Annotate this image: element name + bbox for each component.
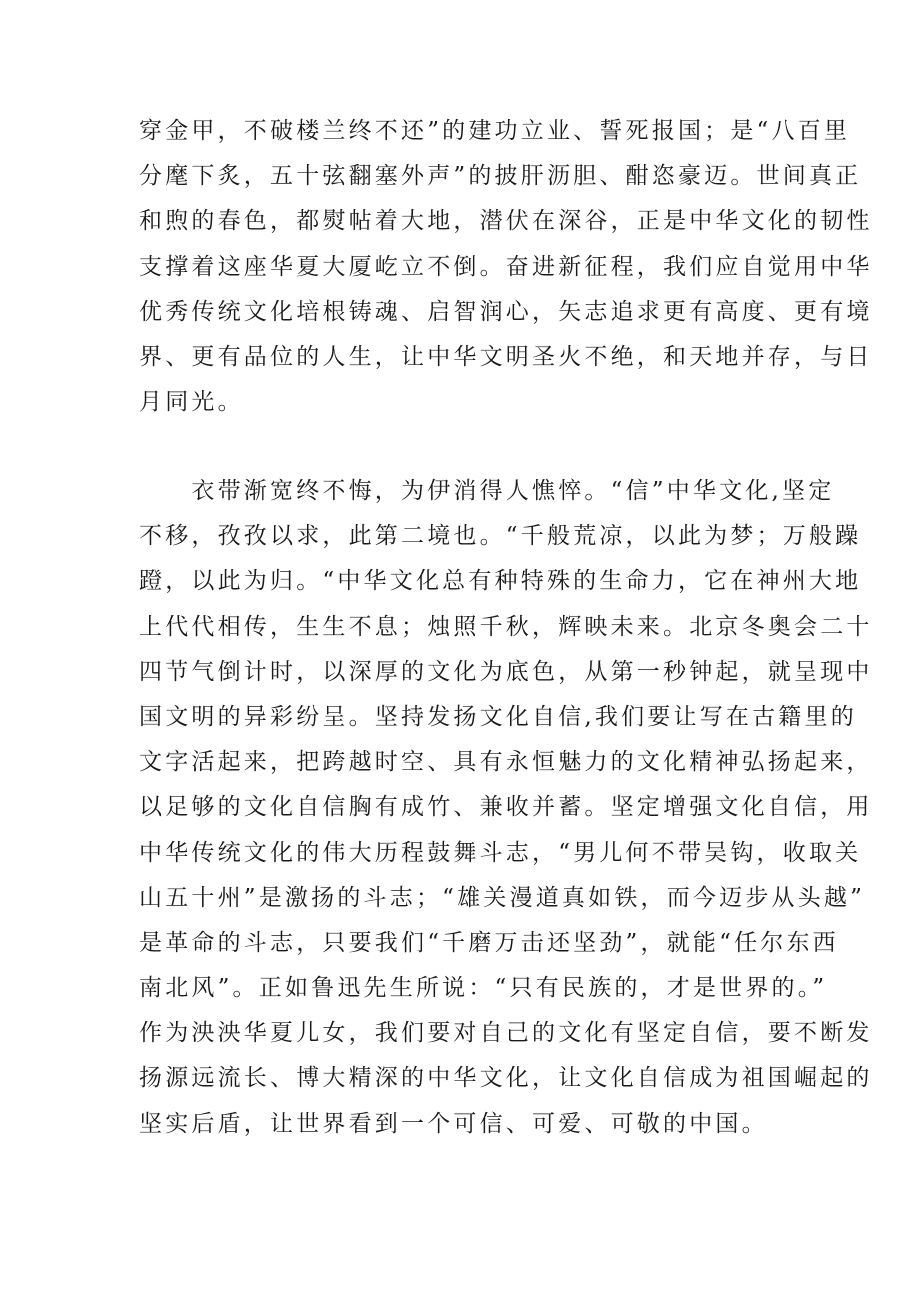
paragraph-second-realm bbox=[139, 469, 873, 1147]
text-line: 坚实后盾，让世界看到一个可信、可爱、可敬的中国。 bbox=[139, 1110, 768, 1137]
text-line: 穿金甲，不破楼兰终不还”的建功立业、誓死报国；是“八百里 bbox=[139, 118, 851, 144]
text-line: 优秀传统文化培根铸魂、启智润心，矢志追求更有高度、更有境 bbox=[139, 298, 873, 325]
text-line: 蹬，以此为归。“中华文化总有种特殊的生命力，它在神州大地 bbox=[139, 568, 862, 595]
text-line: 南北风”。正如鲁迅先生所说：“只有民族的，才是世界的。” bbox=[139, 975, 828, 1002]
text-line: 分麾下炙，五十弦翻塞外声”的披肝沥胆、酣恣豪迈。世间真正 bbox=[139, 163, 862, 190]
text-line: 衣带渐宽终不悔，为伊消得人憔悴。“信”中华文化,坚定 bbox=[139, 478, 835, 504]
text-line: 文字活起来，把跨越时空、具有永恒魅力的文化精神弘扬起来， bbox=[139, 749, 873, 776]
text-line: 界、更有品位的人生，让中华文明圣火不绝，和天地并存，与日 bbox=[139, 343, 873, 370]
text-line: 山五十州”是激扬的斗志；“雄关漫道真如铁，而今迈步从头越” bbox=[139, 884, 866, 911]
text-line: 和煦的春色，都熨帖着大地，潜伏在深谷，正是中华文化的韧性 bbox=[139, 208, 873, 235]
text-line: 以足够的文化自信胸有成竹、兼收并蓄。坚定增强文化自信，用 bbox=[139, 794, 873, 821]
text-line: 中华传统文化的伟大历程鼓舞斗志，“男儿何不带吴钩，收取关 bbox=[139, 839, 862, 866]
text-line: 支撑着这座华夏大厦屹立不倒。奋进新征程，我们应自觉用中华 bbox=[139, 253, 873, 280]
text-line: 扬源远流长、博大精深的中华文化，让文化自信成为祖国崛起的 bbox=[139, 1065, 873, 1092]
text-line: 不移，孜孜以求，此第二境也。“千般荒凉，以此为梦；万般躁 bbox=[139, 523, 862, 550]
paragraph-continuation bbox=[139, 109, 873, 425]
text-line: 月同光。 bbox=[139, 389, 244, 416]
text-line: 国文明的异彩纷呈。坚持发扬文化自信,我们要让写在古籍里的 bbox=[139, 703, 857, 730]
text-line: 作为泱泱华夏儿女，我们要对自己的文化有坚定自信，要不断发 bbox=[139, 1020, 873, 1047]
text-line: 上代代相传，生生不息；烛照千秋，辉映未来。北京冬奥会二十 bbox=[139, 613, 873, 640]
text-line: 是革命的斗志，只要我们“千磨万击还坚劲”，就能“任尔东西 bbox=[139, 929, 839, 956]
text-line: 四节气倒计时，以深厚的文化为底色，从第一秒钟起，就呈现中 bbox=[139, 658, 873, 685]
